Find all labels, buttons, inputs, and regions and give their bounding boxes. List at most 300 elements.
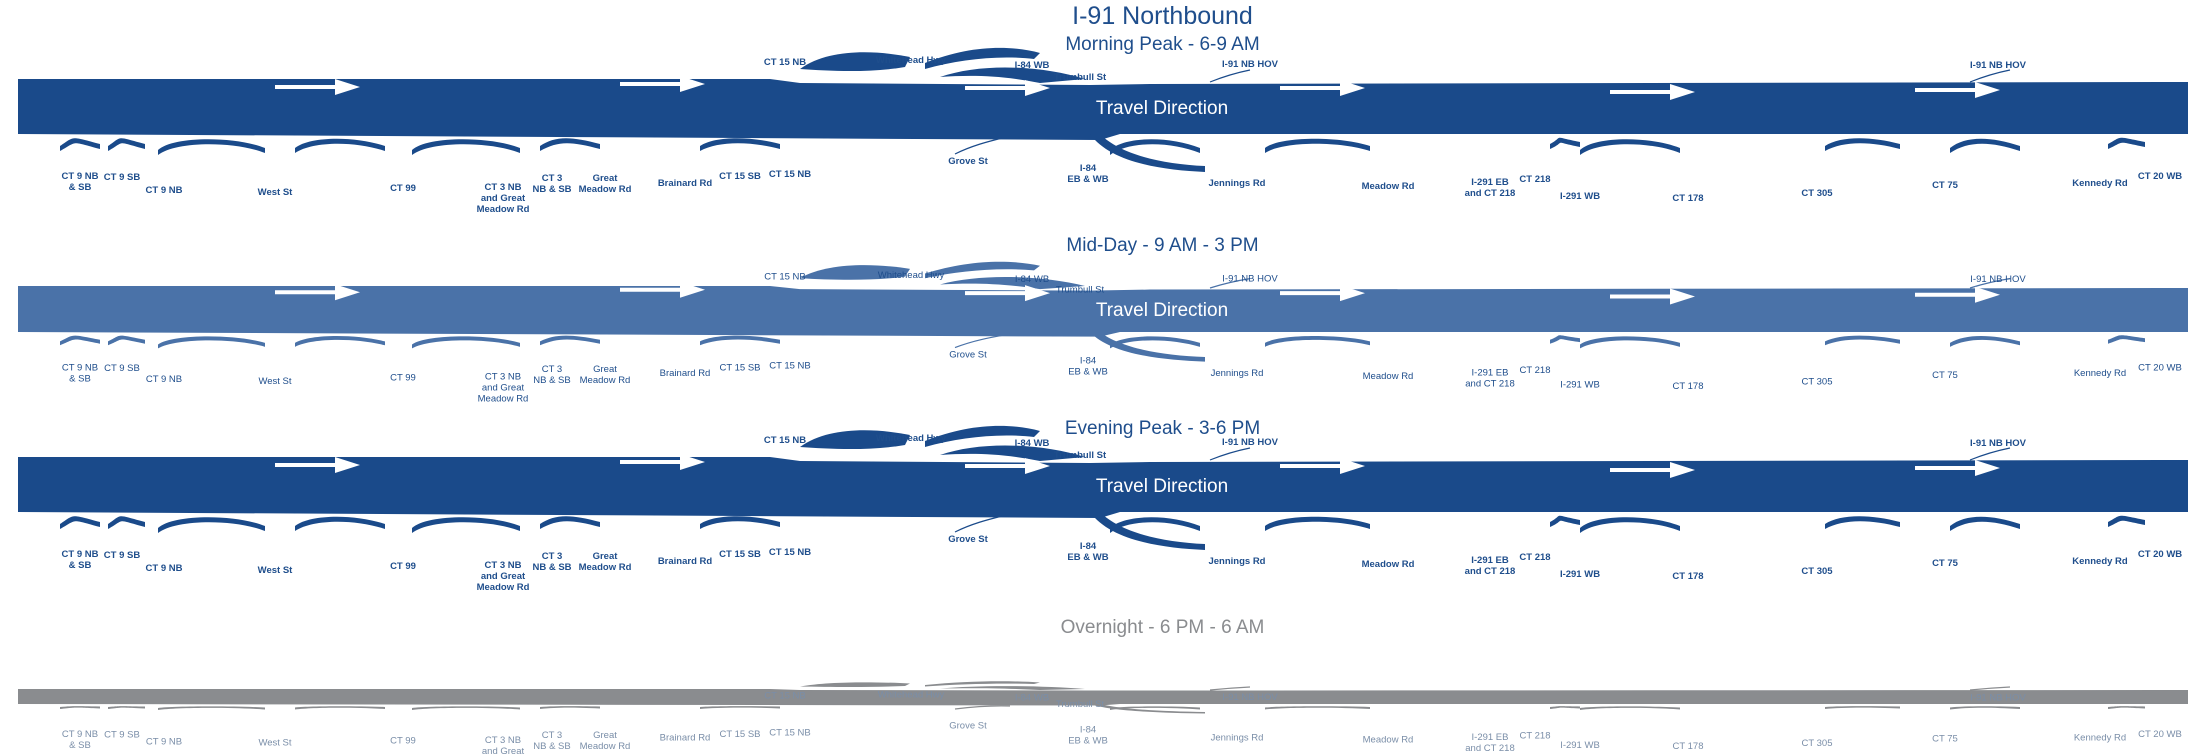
label-grove-morning	[948, 156, 988, 167]
label-line: EB & WB	[1068, 735, 1108, 747]
label-ct178-morning	[1672, 193, 1703, 204]
ramp-below-2-morning	[158, 139, 265, 155]
label-line: Brainard Rd	[657, 556, 713, 567]
label-ct305-morning	[1801, 188, 1833, 199]
ramp-below-12-overnight	[1950, 706, 2020, 709]
label-line: CT 305	[1801, 566, 1833, 577]
ramp-below-8-evening	[1265, 517, 1370, 531]
panel-title-evening: Evening Peak - 3-6 PM	[1064, 418, 1261, 439]
label-i291wb-overnight	[1560, 740, 1600, 751]
label-line: Grove St	[949, 349, 987, 361]
label-line: EB & WB	[1067, 174, 1109, 185]
label-line: West St	[257, 187, 293, 198]
label-line: CT 15 SB	[719, 549, 761, 560]
label-line: Brainard Rd	[657, 178, 713, 189]
label-line: CT 15 NB	[768, 547, 812, 558]
ramp-below-11-morning	[1825, 138, 1900, 151]
ramp-below-5-morning	[540, 138, 600, 151]
label-line: Meadow Rd	[579, 374, 631, 386]
ramp-below-4-overnight	[412, 706, 520, 710]
label-whitehead-midday: Whitehead Hwy	[877, 269, 945, 281]
label-i91hov-overnight: I-91 NB HOV	[1222, 691, 1278, 703]
ramp-i84-eb-wb-midday	[1090, 332, 1205, 362]
ramp-below-2-overnight	[158, 706, 265, 710]
label-i84ebwb-midday	[1068, 355, 1108, 377]
label-line: Meadow Rd	[1361, 181, 1415, 192]
label-line: NB & SB	[533, 740, 571, 752]
ramp-below-4-evening	[412, 517, 520, 533]
label-trumbull-midday: Trumbull St	[1055, 284, 1105, 296]
label-line: Meadow Rd	[578, 562, 632, 573]
label-westst-midday	[258, 376, 291, 387]
label-kennedy-overnight	[2074, 733, 2126, 744]
label-line: and CT 218	[1465, 378, 1515, 390]
label-jennings-overnight	[1211, 733, 1264, 744]
label-i291ebct218-overnight	[1465, 732, 1514, 754]
label-ct75-midday	[1932, 370, 1958, 381]
label-line: CT 178	[1672, 380, 1704, 392]
hov-split-0-evening	[1210, 448, 1250, 460]
hov-split-1-evening	[1970, 448, 2010, 460]
label-line: Great	[593, 729, 617, 741]
hov-split-0-overnight	[1210, 687, 1250, 690]
label-trumbull-overnight: Trumbull St	[1055, 698, 1105, 710]
label-kennedy-midday	[2074, 368, 2126, 379]
label-i84ebwb-evening	[1067, 541, 1108, 563]
label-line: and Great	[480, 193, 526, 204]
ramp-below-8-overnight	[1265, 706, 1370, 709]
label-i84ebwb-morning	[1067, 163, 1108, 185]
label-line: I-291 EB	[1471, 367, 1509, 379]
label-ct99-overnight	[390, 735, 416, 746]
ramp-below-5-evening	[540, 516, 600, 529]
label-line: and Great	[481, 382, 525, 394]
label-ct3nbsb-midday	[533, 364, 571, 386]
label-ct9nbsb-midday	[62, 362, 98, 384]
label-ct9sb-morning	[104, 172, 141, 183]
label-line: Kennedy Rd	[2073, 368, 2127, 380]
label-ct15nb-evening	[769, 547, 811, 558]
label-line: CT 15 SB	[719, 728, 761, 740]
label-brainard-morning	[658, 178, 713, 189]
label-line: CT 99	[390, 183, 416, 194]
label-ct75-overnight	[1932, 734, 1958, 745]
label-ct99-morning	[390, 183, 416, 194]
label-ct20wb-overnight	[2138, 729, 2182, 740]
label-ct15sb-evening	[719, 549, 761, 560]
label-i91hov-evening: I-91 NB HOV	[1222, 437, 1278, 448]
label-ct3great-midday	[478, 372, 529, 405]
label-ct15sb-morning	[719, 171, 761, 182]
label-line: Meadow Rd	[476, 582, 530, 593]
ramp-below-1-morning	[108, 138, 145, 151]
label-line: CT 9 NB	[145, 563, 183, 574]
label-meadow-midday	[1363, 371, 1414, 382]
label-brainard-midday	[660, 368, 711, 379]
label-ct15nb_top-morning: CT 15 NB	[763, 57, 807, 68]
label-ct75-morning	[1932, 180, 1959, 191]
label-ct15nb_top-overnight: CT 15 NB	[764, 690, 806, 702]
label-ct9nbsb-morning	[62, 171, 99, 193]
ramp-below-3-evening	[295, 517, 385, 531]
label-whitehead-evening: Whitehead Hwy	[875, 433, 947, 444]
label-ct305-evening	[1801, 566, 1833, 577]
label-ct15nb-midday	[769, 361, 811, 372]
label-line: CT 3	[541, 729, 563, 741]
label-line: Meadow Rd	[1362, 370, 1414, 382]
label-i91hov-evening: I-91 NB HOV	[1970, 438, 2026, 449]
label-westst-evening	[258, 565, 294, 576]
label-grove-midday	[949, 350, 987, 361]
label-line: I-291 WB	[1560, 739, 1600, 751]
label-line: Meadow Rd	[578, 184, 632, 195]
ramp-below-5-overnight	[540, 706, 600, 709]
label-ct75-evening	[1932, 558, 1959, 569]
label-line: NB & SB	[532, 562, 572, 573]
label-ct9nbsb-evening	[62, 549, 99, 571]
ramp-below-8-midday	[1265, 336, 1370, 347]
ramp-below-0-overnight	[60, 706, 100, 709]
label-jennings-morning	[1208, 178, 1265, 189]
ramp-below-9-overnight	[1550, 706, 1580, 709]
label-ct15nb-morning	[769, 169, 811, 180]
label-line: CT 20 WB	[2138, 728, 2182, 740]
ramp-below-13-midday	[2108, 335, 2145, 343]
ramp-ct15nb-overnight	[800, 682, 910, 687]
label-i84wb-overnight: I-84 WB	[1014, 692, 1050, 704]
label-ct15nb_top-evening: CT 15 NB	[763, 435, 807, 446]
label-line: CT 99	[390, 372, 416, 384]
ramp-below-10-midday	[1580, 336, 1680, 348]
label-ct305-overnight	[1802, 738, 1833, 749]
page-title: I-91 Northbound	[1072, 2, 1253, 30]
label-line: CT 3 NB	[484, 371, 522, 383]
label-line: I-84	[1079, 355, 1097, 367]
label-line: and Great	[481, 745, 525, 755]
label-line: CT 9 NB	[145, 374, 183, 386]
label-line: CT 305	[1801, 376, 1833, 388]
label-i84wb-midday: I-84 WB	[1014, 274, 1050, 286]
label-ct15nb-overnight	[769, 728, 811, 739]
label-whitehead-morning: Whitehead Hwy	[875, 55, 947, 66]
label-greatmeadow-morning	[579, 173, 632, 195]
ramp-below-1-evening	[108, 516, 145, 529]
label-i91hov-morning: I-91 NB HOV	[1222, 59, 1278, 70]
label-westst-morning	[258, 187, 294, 198]
ramp-below-13-morning	[2108, 138, 2145, 149]
ramp-below-13-overnight	[2108, 706, 2145, 709]
label-ct9nb-morning	[146, 185, 183, 196]
label-line: Grove St	[948, 156, 988, 167]
label-i291wb-midday	[1560, 379, 1600, 390]
label-trumbull-morning: Trumbull St	[1053, 72, 1107, 83]
label-line: EB & WB	[1068, 366, 1108, 378]
label-ct9sb-evening	[104, 550, 141, 561]
label-line: Brainard Rd	[659, 368, 711, 380]
ramp-below-6-midday	[700, 336, 780, 346]
label-ct3nbsb-overnight	[533, 730, 571, 752]
ramp-below-12-morning	[1950, 139, 2020, 153]
ramp-below-9-midday	[1550, 335, 1580, 343]
label-ct99-evening	[390, 561, 416, 572]
label-meadow-evening	[1362, 559, 1415, 570]
label-ct3great-evening	[477, 560, 530, 593]
label-line: Jennings Rd	[1208, 556, 1266, 567]
label-line: Jennings Rd	[1208, 178, 1266, 189]
label-line: I-291 EB	[1471, 177, 1509, 188]
ramp-below-9-evening	[1550, 516, 1580, 527]
ramp-below-0-morning	[60, 138, 100, 151]
label-i291wb-morning	[1560, 191, 1600, 202]
ramp-below-3-overnight	[295, 706, 385, 709]
label-line: I-291 EB	[1471, 555, 1509, 566]
label-line: I-84	[1079, 541, 1097, 552]
label-ct15nb_top-midday: CT 15 NB	[764, 271, 806, 283]
label-line: Grove St	[948, 534, 988, 545]
ramp-whitehead-overnight	[940, 686, 1085, 690]
label-line: I-84	[1079, 163, 1097, 174]
ramp-below-5-midday	[540, 336, 600, 346]
ramp-below-12-midday	[1950, 336, 2020, 347]
label-ct218-evening	[1519, 552, 1550, 563]
label-ct3nbsb-evening	[532, 551, 571, 573]
label-ct9nbsb-overnight	[62, 729, 98, 751]
ramp-below-10-evening	[1580, 517, 1680, 533]
ramp-below-4-midday	[412, 336, 520, 348]
hov-split-0-morning	[1210, 70, 1250, 82]
ramp-below-3-morning	[295, 139, 385, 153]
label-kennedy-evening	[2072, 556, 2128, 567]
label-line: CT 3 NB	[484, 560, 522, 571]
label-ct20wb-midday	[2138, 362, 2182, 373]
label-greatmeadow-evening	[579, 551, 632, 573]
label-line: CT 20 WB	[2137, 171, 2183, 182]
ramp-below-1-midday	[108, 336, 145, 346]
label-line: Meadow Rd	[579, 740, 631, 752]
label-i91hov-midday: I-91 NB HOV	[1970, 274, 2026, 286]
label-brainard-evening	[658, 556, 713, 567]
label-kennedy-morning	[2072, 178, 2128, 189]
label-brainard-overnight	[660, 733, 711, 744]
label-line: CT 3 NB	[484, 182, 522, 193]
label-line: CT 75	[1932, 558, 1958, 569]
label-line: CT 75	[1932, 733, 1958, 745]
label-line: & SB	[69, 373, 91, 385]
label-ct99-midday	[390, 372, 416, 383]
label-line: Brainard Rd	[659, 732, 711, 744]
label-ct218-midday	[1520, 365, 1551, 376]
label-line: I-291 WB	[1559, 191, 1601, 202]
label-ct15sb-midday	[719, 362, 760, 373]
label-ct3great-overnight	[478, 735, 529, 755]
label-line: CT 305	[1801, 738, 1833, 750]
label-westst-overnight	[258, 738, 291, 749]
label-line: I-291 WB	[1560, 379, 1600, 391]
label-line: CT 3	[541, 363, 563, 375]
label-line: and CT 218	[1464, 566, 1516, 577]
label-line: CT 178	[1672, 740, 1704, 752]
label-line: CT 15 NB	[768, 169, 812, 180]
label-i291ebct218-midday	[1465, 367, 1514, 389]
ramp-below-10-morning	[1580, 139, 1680, 155]
ramp-below-9-morning	[1550, 138, 1580, 149]
label-line: West St	[258, 737, 292, 749]
ramp-below-6-overnight	[700, 706, 780, 709]
label-ct9nb-overnight	[146, 736, 182, 747]
label-jennings-evening	[1208, 556, 1265, 567]
label-line: NB & SB	[532, 184, 572, 195]
label-i91hov-morning: I-91 NB HOV	[1970, 60, 2026, 71]
ramp-below-11-midday	[1825, 336, 1900, 346]
label-line: CT 15 SB	[719, 171, 761, 182]
ramp-below-0-evening	[60, 516, 100, 529]
label-line: Great	[592, 173, 618, 184]
label-line: CT 9 SB	[103, 550, 141, 561]
label-line: CT 3	[541, 173, 563, 184]
label-ct218-morning	[1519, 174, 1550, 185]
label-whitehead-overnight: Whitehead Hwy	[877, 689, 945, 701]
ramp-below-4-morning	[412, 139, 520, 155]
label-line: Grove St	[949, 720, 987, 732]
label-i84wb-evening: I-84 WB	[1014, 438, 1050, 449]
travel-direction-label: Travel Direction	[1095, 98, 1229, 119]
label-line: Kennedy Rd	[2073, 732, 2127, 744]
label-line: NB & SB	[533, 374, 571, 386]
label-line: West St	[257, 565, 293, 576]
label-line: EB & WB	[1067, 552, 1109, 563]
label-line: CT 218	[1519, 730, 1551, 742]
label-line: CT 218	[1519, 364, 1551, 376]
hov-split-1-overnight	[1970, 687, 2010, 690]
label-line: Great	[593, 363, 617, 375]
ramp-below-0-midday	[60, 336, 100, 346]
label-line: CT 15 NB	[769, 727, 811, 739]
label-line: Meadow Rd	[476, 204, 530, 215]
label-ct305-midday	[1802, 377, 1833, 388]
label-line: & SB	[68, 560, 92, 571]
label-meadow-morning	[1362, 181, 1415, 192]
label-ct178-midday	[1673, 381, 1704, 392]
label-line: I-291 WB	[1559, 569, 1601, 580]
label-ct9nb-midday	[146, 374, 182, 385]
label-line: Jennings Rd	[1210, 732, 1264, 744]
label-ct3nbsb-morning	[532, 173, 571, 195]
label-line: Great	[592, 551, 618, 562]
ramp-below-11-evening	[1825, 516, 1900, 529]
ramp-below-12-evening	[1950, 517, 2020, 531]
ramp-i84wb-overnight	[925, 681, 1040, 686]
label-line: CT 99	[390, 561, 416, 572]
label-i291wb-evening	[1560, 569, 1600, 580]
label-line: CT 218	[1519, 552, 1551, 563]
label-line: & SB	[68, 182, 92, 193]
label-line: CT 20 WB	[2137, 549, 2183, 560]
ramp-below-3-midday	[295, 336, 385, 347]
ramp-below-6-evening	[700, 516, 780, 529]
label-line: Kennedy Rd	[2072, 178, 2128, 189]
label-line: CT 9 NB	[145, 185, 183, 196]
label-i84wb-morning: I-84 WB	[1014, 60, 1050, 71]
label-line: CT 9 SB	[104, 729, 140, 741]
label-line: and CT 218	[1465, 743, 1515, 755]
label-line: CT 15 NB	[769, 360, 811, 372]
ramp-below-8-morning	[1265, 139, 1370, 153]
label-line: Meadow Rd	[477, 393, 529, 405]
label-line: CT 15 SB	[719, 362, 761, 374]
label-line: & SB	[69, 739, 91, 751]
label-grove-evening	[948, 534, 988, 545]
label-greatmeadow-midday	[580, 364, 631, 386]
label-trumbull-evening: Trumbull St	[1053, 450, 1107, 461]
label-i91hov-midday: I-91 NB HOV	[1222, 273, 1278, 285]
label-ct20wb-evening	[2138, 549, 2182, 560]
label-line: I-291 EB	[1471, 732, 1509, 744]
label-line: CT 9 NB	[61, 362, 99, 374]
label-line: CT 9 SB	[104, 363, 140, 375]
label-line: CT 9 NB	[145, 736, 183, 748]
ramp-below-2-midday	[158, 336, 265, 348]
label-line: Meadow Rd	[1362, 734, 1414, 746]
label-line: Kennedy Rd	[2072, 556, 2128, 567]
label-ct20wb-morning	[2138, 171, 2182, 182]
label-i291ebct218-morning	[1465, 177, 1516, 199]
ramp-below-6-morning	[700, 138, 780, 151]
label-line: CT 75	[1932, 180, 1958, 191]
label-line: Meadow Rd	[1361, 559, 1415, 570]
label-line: CT 305	[1801, 188, 1833, 199]
ramp-i84-eb-wb-overnight	[1090, 704, 1205, 714]
label-i291ebct218-evening	[1465, 555, 1516, 577]
hov-split-1-morning	[1970, 70, 2010, 82]
label-ct178-overnight	[1673, 741, 1704, 752]
label-jennings-midday	[1211, 368, 1264, 379]
label-line: and Great	[480, 571, 526, 582]
label-line: CT 218	[1519, 174, 1551, 185]
label-line: CT 9 SB	[103, 172, 141, 183]
panel-title-overnight: Overnight - 6 PM - 6 AM	[1060, 617, 1265, 638]
label-meadow-overnight	[1363, 734, 1414, 745]
ramp-below-10-overnight	[1580, 706, 1680, 710]
label-line: CT 9 NB	[61, 171, 99, 182]
label-line: CT 178	[1672, 571, 1704, 582]
label-line: CT 9 NB	[61, 549, 99, 560]
ramp-below-1-overnight	[108, 706, 145, 709]
label-line: CT 20 WB	[2138, 362, 2182, 374]
label-ct9nb-evening	[146, 563, 183, 574]
label-ct218-overnight	[1520, 730, 1551, 741]
panel-title-midday: Mid-Day - 9 AM - 3 PM	[1066, 235, 1259, 256]
ramp-below-13-evening	[2108, 516, 2145, 527]
label-line: West St	[258, 375, 292, 387]
panel-title-morning: Morning Peak - 6-9 AM	[1065, 34, 1260, 55]
label-i84ebwb-overnight	[1068, 724, 1108, 746]
label-line: CT 75	[1932, 369, 1958, 381]
label-line: I-84	[1079, 724, 1097, 736]
label-line: and CT 218	[1464, 188, 1516, 199]
label-ct9sb-overnight	[104, 729, 140, 740]
label-ct3great-morning	[477, 182, 530, 215]
label-ct178-evening	[1672, 571, 1703, 582]
ramp-below-11-overnight	[1825, 706, 1900, 709]
label-line: CT 99	[390, 735, 416, 747]
label-line: CT 3	[541, 551, 563, 562]
label-ct9sb-midday	[104, 363, 140, 374]
label-greatmeadow-overnight	[580, 730, 631, 752]
label-i91hov-overnight: I-91 NB HOV	[1970, 692, 2026, 704]
label-line: Jennings Rd	[1210, 368, 1264, 380]
label-line: CT 9 NB	[61, 728, 99, 740]
ramp-grove-overnight	[955, 706, 1010, 709]
